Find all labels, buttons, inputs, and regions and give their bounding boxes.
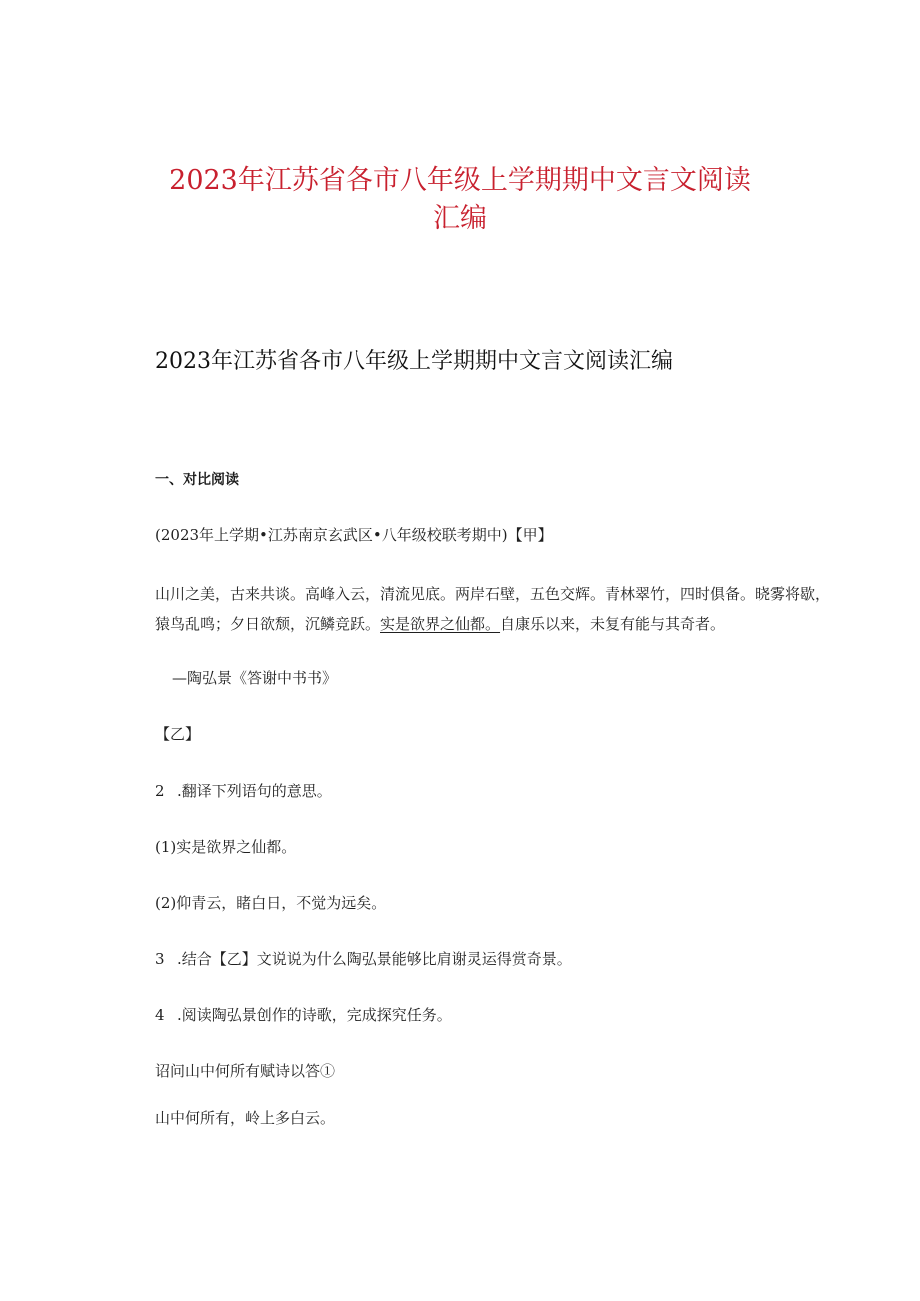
source-note: (2023年上学期•江苏南京玄武区•八年级校联考期中)【甲】 — [155, 526, 553, 544]
question-2-sub-1: (1)实是欲界之仙都。 — [155, 838, 297, 856]
question-2-text: .翻译下列语句的意思。 — [177, 782, 332, 800]
question-2-sub-2: (2)仰青云，睹白日，不觉为远矣。 — [155, 894, 387, 912]
poem-title: 诏问山中何所有赋诗以答① — [155, 1062, 336, 1080]
passage-line-2-end: 自康乐以来，未复有能与其奇者。 — [500, 615, 726, 633]
passage-yi-label: 【乙】 — [155, 725, 201, 743]
passage-jia — [155, 579, 831, 639]
question-3 — [155, 949, 572, 969]
passage-line-1: 山川之美，古来共谈。高峰入云，清流见底。两岸石壁，五色交辉。青林翠竹，四时俱备。晓雾将歇， — [155, 585, 831, 603]
question-2-number: 2 — [155, 782, 165, 800]
document-heading: 2023年江苏省各市八年级上学期期中文言文阅读汇编 — [155, 349, 673, 374]
cover-title — [0, 162, 920, 238]
section-heading: 一、对比阅读 — [155, 472, 239, 488]
question-3-text: .结合【乙】文说说为什么陶弘景能够比肩谢灵运得赏奇景。 — [177, 950, 572, 968]
question-4-number: 4 — [155, 1006, 165, 1024]
question-3-number: 3 — [155, 950, 165, 968]
cover-title-line-1: 2023年江苏省各市八年级上学期期中文言文阅读 — [169, 165, 751, 196]
question-2 — [155, 781, 332, 801]
question-4-text: .阅读陶弘景创作的诗歌，完成探究任务。 — [177, 1006, 452, 1024]
cover-title-line-2: 汇编 — [433, 203, 487, 234]
passage-line-2-start: 猿鸟乱鸣；夕日欲颓，沉鳞竞跃。 — [155, 615, 381, 633]
attribution: —陶弘景《答谢中书书》 — [172, 669, 338, 687]
poem-line-1: 山中何所有，岭上多白云。 — [155, 1109, 336, 1127]
question-4 — [155, 1005, 452, 1025]
passage-line-2 — [155, 609, 767, 639]
underlined-sentence: 实是欲界之仙都。 — [380, 615, 501, 633]
